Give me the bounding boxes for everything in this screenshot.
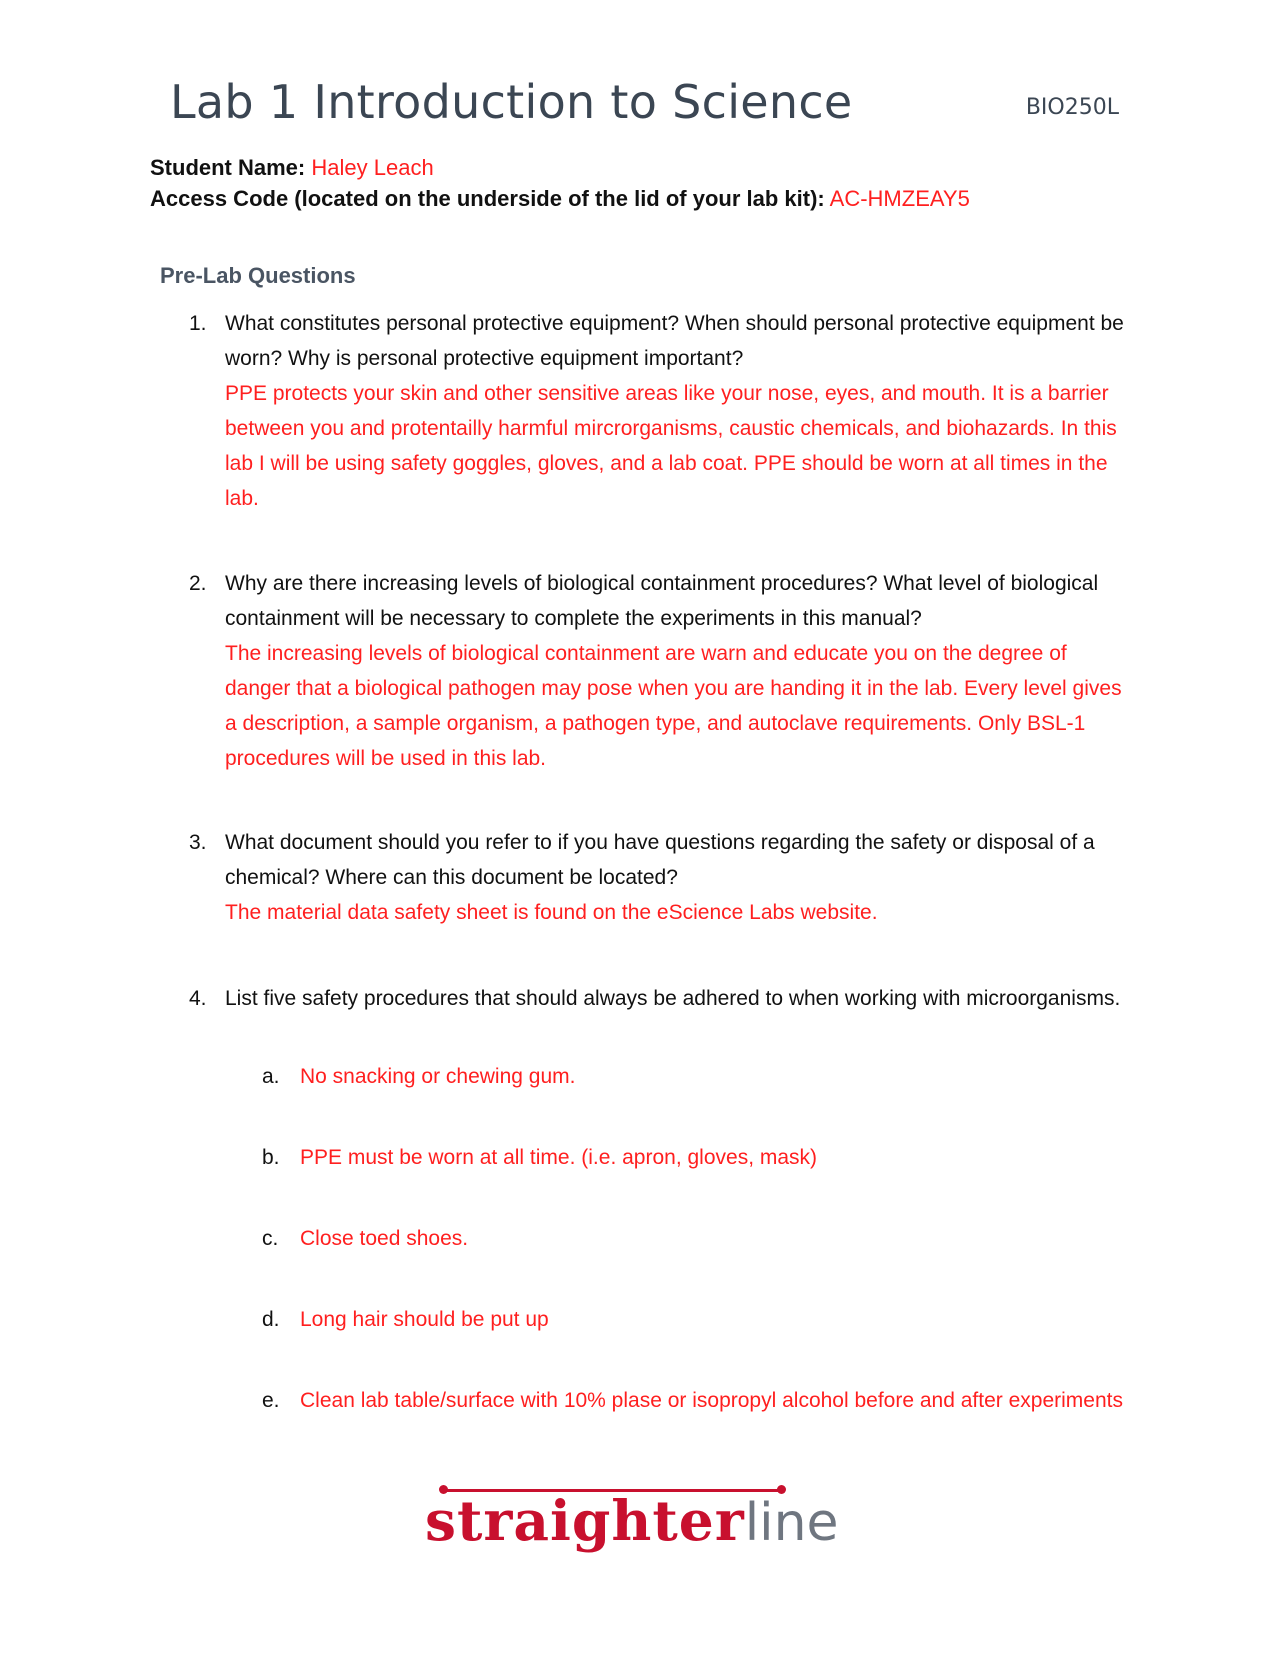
question-number: 1.: [189, 312, 207, 335]
list-item: [262, 1061, 1162, 1093]
student-name-label: Student Name:: [150, 155, 306, 180]
answer-text: The increasing levels of biological containment are warn and educate you on the degree of danger that a biological pathogen may pose when you are handing it in the lab. Every level gives a description, a sample organism, a pathogen type, and autoclave requirements. Only BSL-1 procedures will be used in this lab.: [225, 642, 1122, 770]
question-text: What constitutes personal protective equipment? When should personal protective equipment be worn? Why is personal protective equipment important?: [225, 312, 1124, 370]
list-item-answer: PPE must be worn at all time. (i.e. apron, gloves, mask): [300, 1146, 818, 1169]
list-item-answer: Long hair should be put up: [300, 1308, 549, 1331]
question-body: [225, 825, 1125, 930]
list-item-answer: Close toed shoes.: [300, 1227, 469, 1250]
access-code-label: Access Code (located on the underside of the lid of your lab kit):: [150, 186, 825, 211]
question-text: What document should you refer to if you have questions regarding the safety or disposal of a chemical? Where can this document be located?: [225, 831, 1095, 889]
question-text: Why are there increasing levels of biological containment procedures? What level of biological containment will be necessary to complete the experiments in this manual?: [225, 572, 1099, 630]
prelab-heading: Pre-Lab Questions: [160, 263, 356, 288]
list-item-letter: e.: [262, 1389, 280, 1412]
question-text: List five safety procedures that should always be adhered to when working with microorganisms.: [225, 987, 1121, 1010]
student-name-value: Haley Leach: [311, 155, 434, 180]
list-item: [262, 1385, 1162, 1417]
logo-wordmark: [425, 1488, 839, 1566]
student-name-line: [150, 152, 1150, 183]
logo-text-bold: straighter: [425, 1488, 745, 1553]
question-2: [189, 566, 1129, 776]
list-item: [262, 1223, 1162, 1255]
list-item-answer: Clean lab table/surface with 10% plase or isopropyl alcohol before and after experiments: [300, 1389, 1123, 1412]
question-number: 3.: [189, 831, 207, 854]
straighterline-logo: [425, 1473, 855, 1563]
list-item-answer: No snacking or chewing gum.: [300, 1065, 576, 1088]
question-number: 2.: [189, 572, 207, 595]
student-info: [150, 152, 1150, 214]
question-4: [189, 981, 1129, 1021]
question-3: [189, 825, 1129, 945]
list-item: [262, 1142, 1162, 1174]
list-item: [262, 1304, 1162, 1336]
question-number: 4.: [189, 987, 207, 1010]
question-body: [225, 981, 1125, 1016]
list-item-letter: b.: [262, 1146, 280, 1169]
question-body: [225, 306, 1125, 516]
answer-text: The material data safety sheet is found on the eScience Labs website.: [225, 901, 878, 924]
access-code-line: [150, 183, 1150, 214]
question-body: [225, 566, 1125, 776]
question-1: [189, 306, 1129, 516]
answer-text: PPE protects your skin and other sensitive areas like your nose, eyes, and mouth. It is a barrier between you and protentailly harmful mircrorganisms, caustic chemicals, and biohazards. In this lab I will be using safety goggles, gloves, and a lab coat. PPE should be worn at all times in the lab.: [225, 382, 1117, 510]
course-code: BIO250L: [1025, 95, 1119, 120]
list-item-letter: c.: [262, 1227, 279, 1250]
access-code-value: AC-HMZEAY5: [829, 186, 970, 211]
document-title: Lab 1 Introduction to Science: [170, 75, 853, 129]
list-item-letter: a.: [262, 1065, 280, 1088]
logo-text-light: line: [744, 1493, 839, 1553]
list-item-letter: d.: [262, 1308, 280, 1331]
